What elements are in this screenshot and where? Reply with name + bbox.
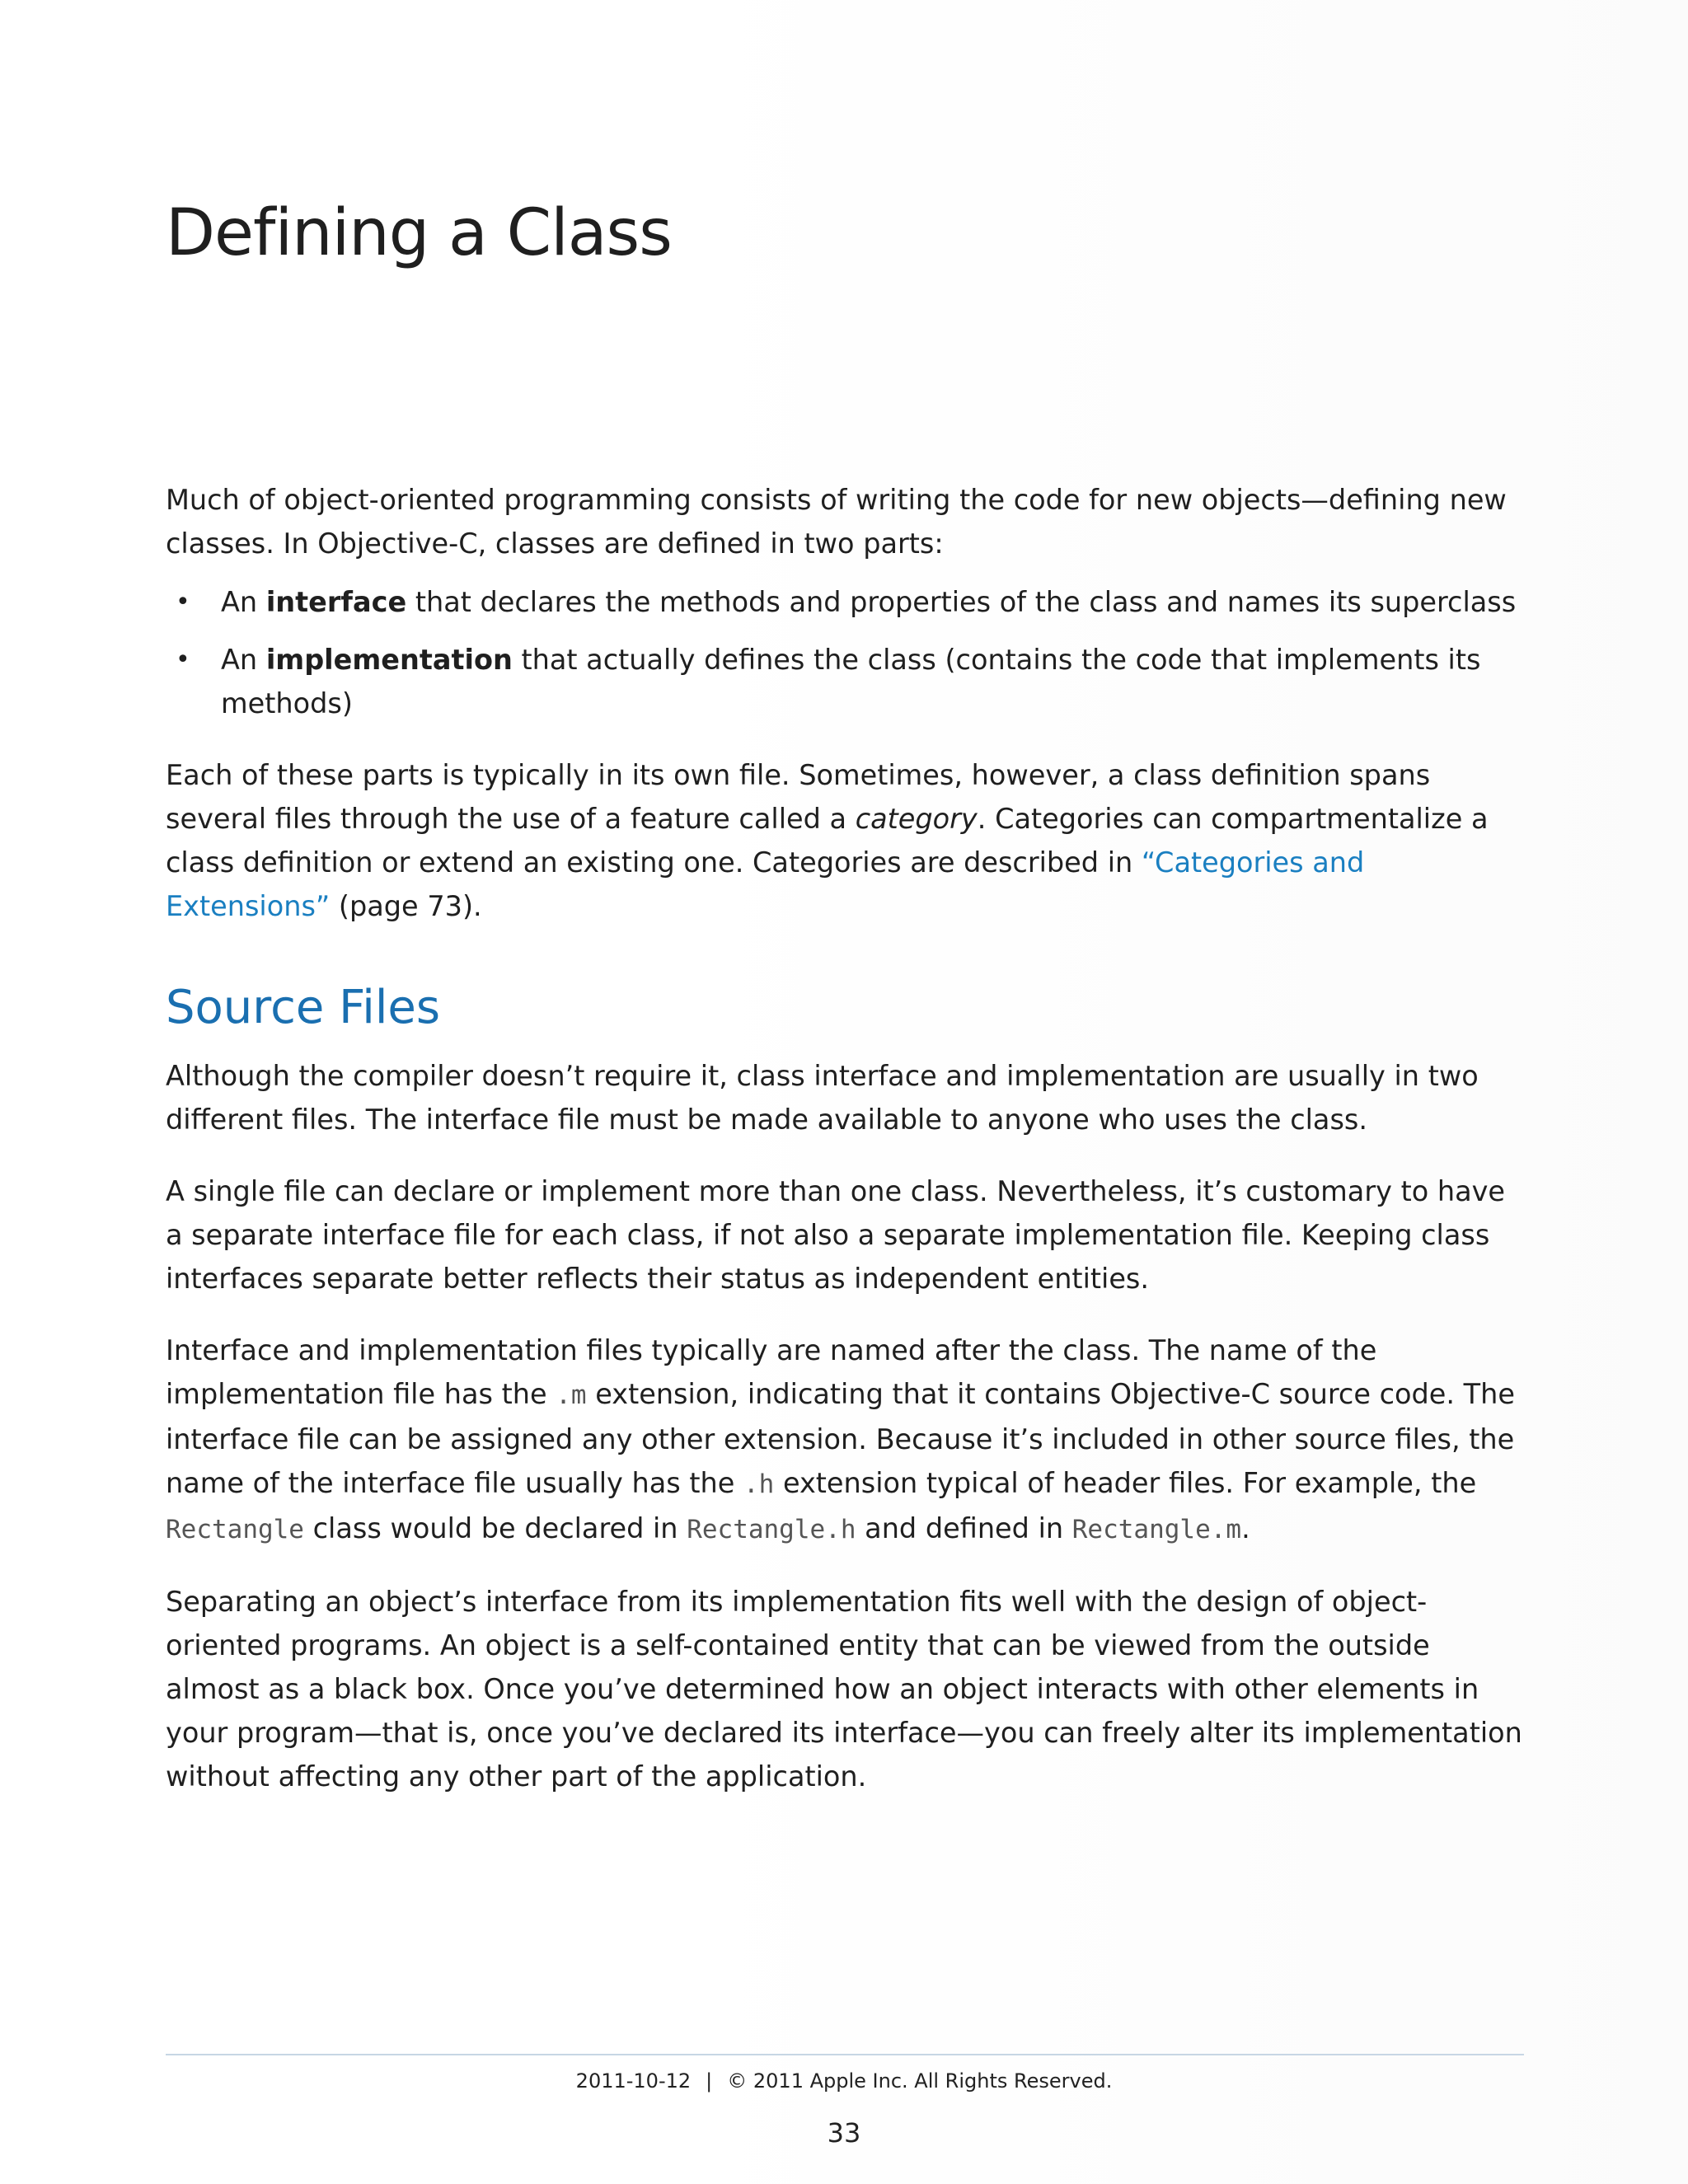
intro-paragraph-1: Much of object-oriented programming consists of writing the code for new objects—defining new classes. In Objective-C, classes are defined in two parts: [166, 484, 1507, 560]
text-run: . Categories can compartmentalize a class definition or extend an existing one. Categories are described in [166, 803, 1489, 879]
footer-copyright: © 2011 Apple Inc. All Rights Reserved. [727, 2069, 1113, 2093]
page-footer [0, 2067, 1688, 2095]
footer-divider [166, 2054, 1524, 2055]
footer-separator: | [706, 2069, 713, 2093]
code-header-file: Rectangle.h [687, 1515, 856, 1544]
chapter-title: Defining a Class [166, 196, 672, 270]
bullet-icon: • [176, 588, 190, 616]
class-parts-list [166, 580, 1524, 725]
text-run: Each of these parts is typically in its own file. Sometimes, however, a class definition spans several files through the use of a feature called a [166, 759, 1431, 835]
list-item-prefix: An [221, 586, 266, 618]
text-run: Interface and implementation files typically are named after the class. The name of the implementation file has the [166, 1334, 1377, 1410]
list-item-implementation [166, 638, 1524, 725]
text-run: and defined in [856, 1512, 1072, 1544]
list-item-interface [166, 580, 1524, 624]
source-files-body [166, 1054, 1524, 1798]
list-item-text: that actually defines the class (contains the code that implements its methods) [221, 644, 1481, 719]
term-category: category [855, 803, 978, 835]
page-number: 33 [827, 2117, 861, 2149]
source-files-paragraph-2: A single file can declare or implement more than one class. Nevertheless, it’s customary to have a separate interface file for each class, if not also a separate implementation file. Keeping class interfaces separate better reflects their status as independent entities. [166, 1175, 1506, 1295]
code-impl-file: Rectangle.m [1071, 1515, 1242, 1544]
list-item-text: that declares the methods and properties of the class and names its superclass [406, 586, 1517, 618]
bullet-icon: • [176, 645, 190, 674]
categories-extensions-link[interactable]: “Categories and Extensions” [166, 846, 1365, 922]
source-files-paragraph-1: Although the compiler doesn’t require it, class interface and implementation are usually in two different files. The interface file must be made available to anyone who uses the class. [166, 1060, 1479, 1136]
code-ext-h: .h [743, 1469, 775, 1499]
text-run: extension typical of header files. For example, the [774, 1467, 1477, 1499]
code-class-name: Rectangle [166, 1515, 304, 1544]
list-item-prefix: An [221, 644, 266, 676]
source-files-paragraph-3 [166, 1329, 1524, 1552]
term-interface: interface [265, 586, 407, 618]
text-run: . [1241, 1512, 1250, 1544]
source-files-paragraph-4: Separating an object’s interface from its implementation fits well with the design of object-oriented programs. An object is a self-contained entity that can be viewed from the outside almost as a black box. Once you’ve determined how an object interacts with other elements in your program—that is, once you’ve declared its interface—you can freely alter its implementation without affecting any other part of the application. [166, 1586, 1522, 1793]
intro-paragraph-2 [166, 753, 1524, 928]
footer-date: 2011-10-12 [575, 2069, 692, 2093]
code-ext-m: .m [556, 1380, 587, 1410]
text-run: class would be declared in [303, 1512, 687, 1544]
term-implementation: implementation [265, 644, 513, 676]
text-run: (page 73). [330, 890, 482, 922]
text-run: extension, indicating that it contains Objective-C source code. The interface file can be assigned any other extension. Because it’s included in other source files, the name of the interface file usually has the [166, 1378, 1515, 1499]
section-title: Source Files [166, 981, 441, 1034]
intro-section [166, 478, 1524, 928]
